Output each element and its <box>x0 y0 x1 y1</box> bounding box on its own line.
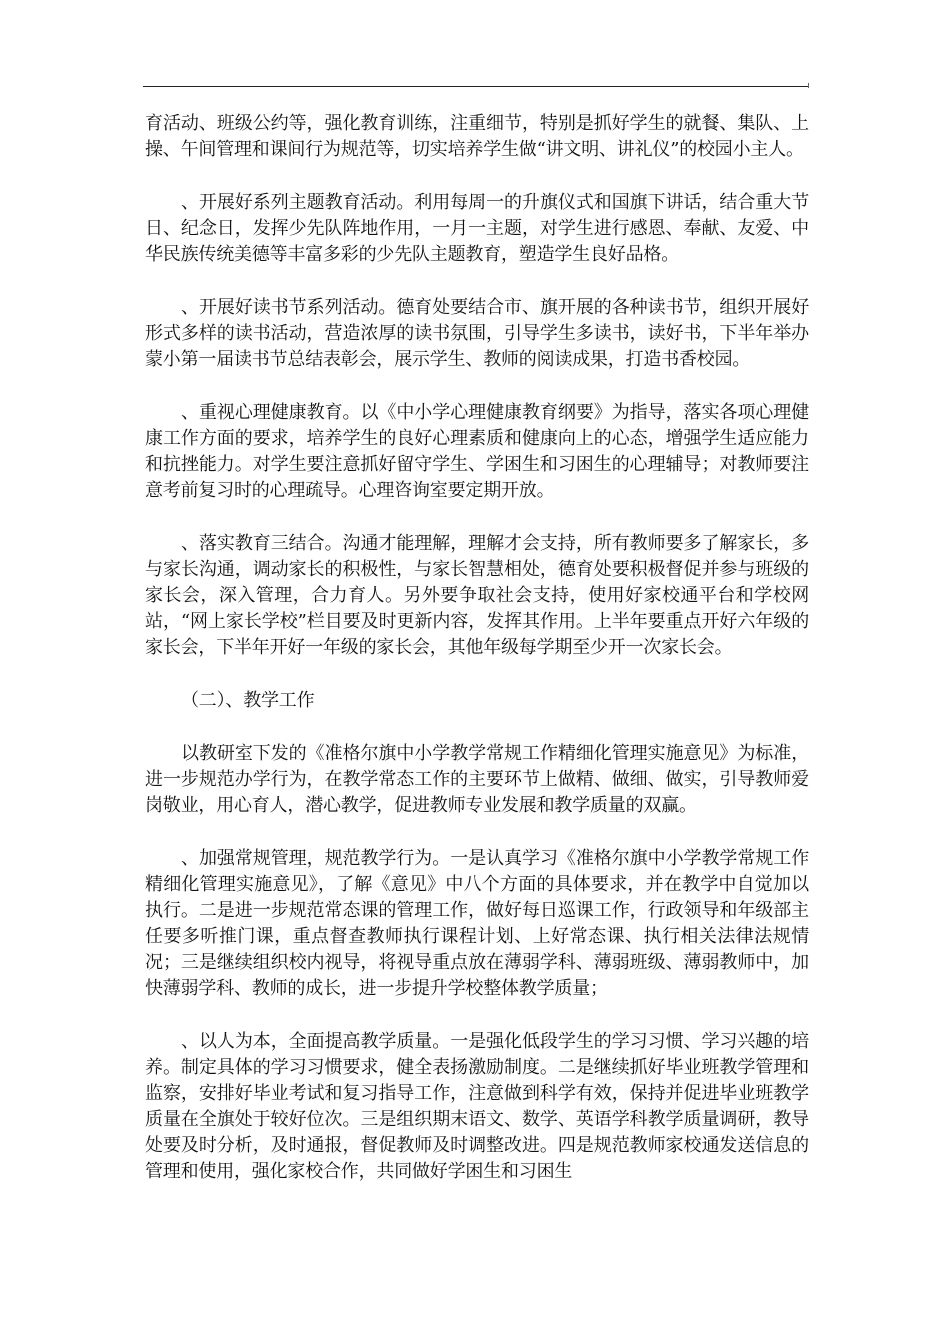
paragraph-teaching-overview: 以教研室下发的《准格尔旗中小学教学常规工作精细化管理实施意见》为标准，进一步规范办学行为，在教学常态工作的主要环节上做精、做细、做实，引导教师爱岗敬业，用心育人，潜心教学，促进教师专业发展和教学质量的双赢。 <box>145 743 809 816</box>
section-heading-teaching-work: （二）、教学工作 <box>181 690 315 711</box>
paragraph-teaching-quality: 、以人为本，全面提高教学质量。一是强化低段学生的学习习惯、学习兴趣的培养。制定具体的学习习惯要求，健全表扬激励制度。二是继续抓好毕业班教学管理和监察，安排好毕业考试和复习指导工作，注意做到科学有效，保持并促进毕业班教学质量在全旗处于较好位次。三是组织期末语文、数学、英语学科教学质量调研，教导处要及时分析，及时通报，督促教师及时调整改进。四是规范教师家校通发送信息的管理和使用，强化家校合作，共同做好学困生和习困生 <box>145 1031 809 1182</box>
paragraph-three-combination: 、落实教育三结合。沟通才能理解，理解才会支持，所有教师要多了解家长，多与家长沟通，调动家长的积极性，与家长智慧相处，德育处要积极督促并参与班级的家长会，深入管理，合力育人。另外要争取社会支持，使用好家校通平台和学校网站，“网上家长学校”栏目要及时更新内容，发挥其作用。上半年要重点开好六年级的家长会，下半年开好一年级的家长会，其他年级每学期至少开一次家长会。 <box>145 533 809 658</box>
paragraph-reading-festival: 、开展好读书节系列活动。德育处要结合市、旗开展的各种读书节，组织开展好形式多样的读书活动，营造浓厚的读书氛围，引导学生多读书，读好书，下半年举办蒙小第一届读书节总结表彰会，展示学生、教师的阅读成果，打造书香校园。 <box>145 297 809 370</box>
header-rule-end-mark <box>808 83 809 88</box>
paragraph-moral-education-continued: 育活动、班级公约等，强化教育训练，注重细节，特别是抓好学生的就餐、集队、上操、午间管理和课间行为规范等，切实培养学生做“讲文明、讲礼仪”的校园小主人。 <box>145 113 809 160</box>
paragraph-mental-health: 、重视心理健康教育。以《中小学心理健康教育纲要》为指导，落实各项心理健康工作方面的要求，培养学生的良好心理素质和健康向上的心态，增强学生适应能力和抗挫能力。对学生要注意抓好留守学生、学困生和习困生的心理辅导；对教师要注意考前复习时的心理疏导。心理咨询室要定期开放。 <box>145 402 809 501</box>
paragraph-theme-education: 、开展好系列主题教育活动。利用每周一的升旗仪式和国旗下讲话，结合重大节日、纪念日，发挥少先队阵地作用，一月一主题，对学生进行感恩、奉献、友爱、中华民族传统美德等丰富多彩的少先队主题教育，塑造学生良好品格。 <box>145 192 809 265</box>
page-body <box>145 111 809 1185</box>
paragraph-routine-management: 、加强常规管理，规范教学行为。一是认真学习《准格尔旗中小学教学常规工作精细化管理实施意见》，了解《意见》中八个方面的具体要求，并在教学中自觉加以执行。二是进一步规范常态课的管理工作，做好每日巡课工作，行政领导和年级部主任要多听推门课，重点督查教师执行课程计划、上好常态课、执行相关法律法规情况；三是继续组织校内视导，将视导重点放在薄弱学科、薄弱班级、薄弱教师中，加快薄弱学科、教师的成长，进一步提升学校整体教学质量； <box>145 848 809 999</box>
header-rule <box>143 86 809 87</box>
